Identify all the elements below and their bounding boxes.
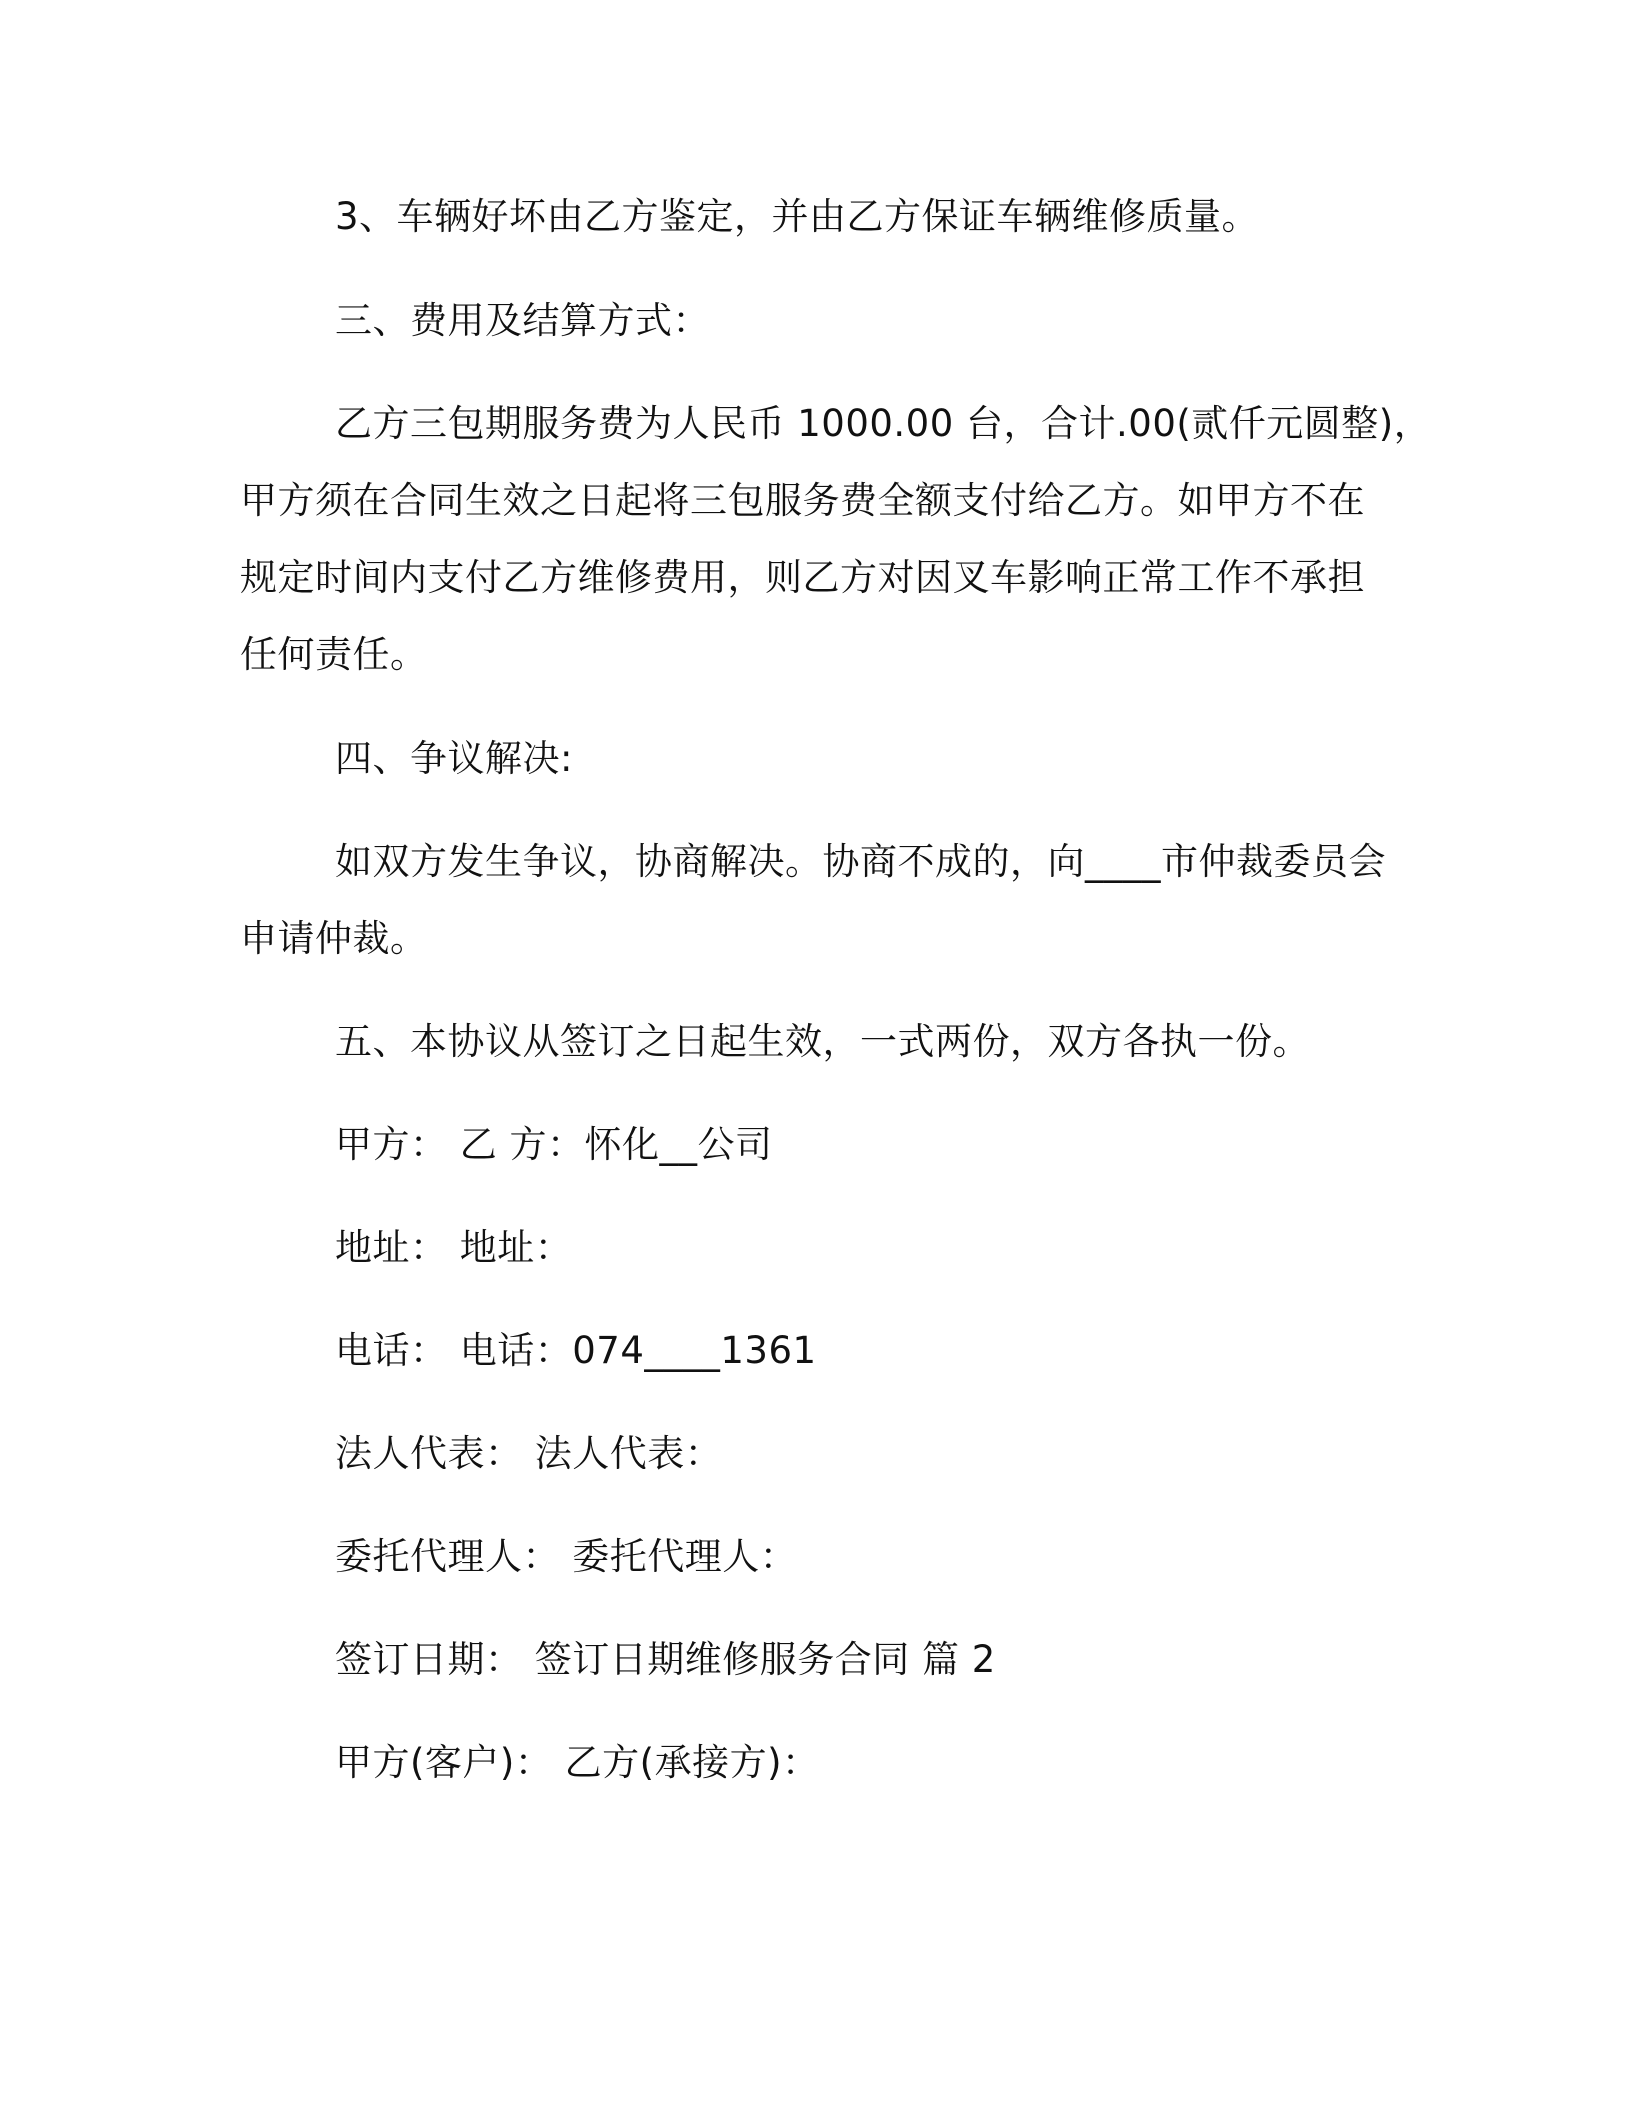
- party-agents: 委托代理人： 委托代理人：: [335, 1535, 798, 1578]
- signing-date: 签订日期： 签订日期维修服务合同 篇 2: [335, 1638, 996, 1681]
- clause-3-quality: 3、车辆好坏由乙方鉴定，并由乙方保证车辆维修质量。: [335, 195, 1260, 238]
- party-legal-representatives: 法人代表： 法人代表：: [335, 1432, 723, 1475]
- party-addresses: 地址： 地址：: [335, 1226, 573, 1269]
- party-names: 甲方： 乙 方：怀化__公司: [335, 1123, 773, 1166]
- section-heading-effective: 五、本协议从签订之日起生效，一式两份，双方各执一份。: [335, 1020, 1310, 1063]
- next-contract-parties: 甲方(客户)： 乙方(承接方)：: [335, 1741, 820, 1784]
- paragraph-fees-line-2: 甲方须在合同生效之日起将三包服务费全额支付给乙方。如甲方不在: [240, 479, 1365, 522]
- paragraph-fees-line-1: 乙方三包期服务费为人民币 1000.00 台，合计.00(贰仟元圆整)，: [335, 402, 1432, 445]
- paragraph-dispute-line-2: 申请仲裁。: [240, 917, 428, 960]
- paragraph-fees-line-4: 任何责任。: [240, 633, 428, 676]
- party-phones: 电话： 电话：074____1361: [335, 1329, 817, 1372]
- section-heading-dispute: 四、争议解决:: [335, 737, 573, 780]
- paragraph-dispute-line-1: 如双方发生争议，协商解决。协商不成的，向____市仲裁委员会: [335, 840, 1386, 883]
- paragraph-fees-line-3: 规定时间内支付乙方维修费用，则乙方对因叉车影响正常工作不承担: [240, 556, 1365, 599]
- section-heading-fees: 三、费用及结算方式：: [335, 299, 710, 342]
